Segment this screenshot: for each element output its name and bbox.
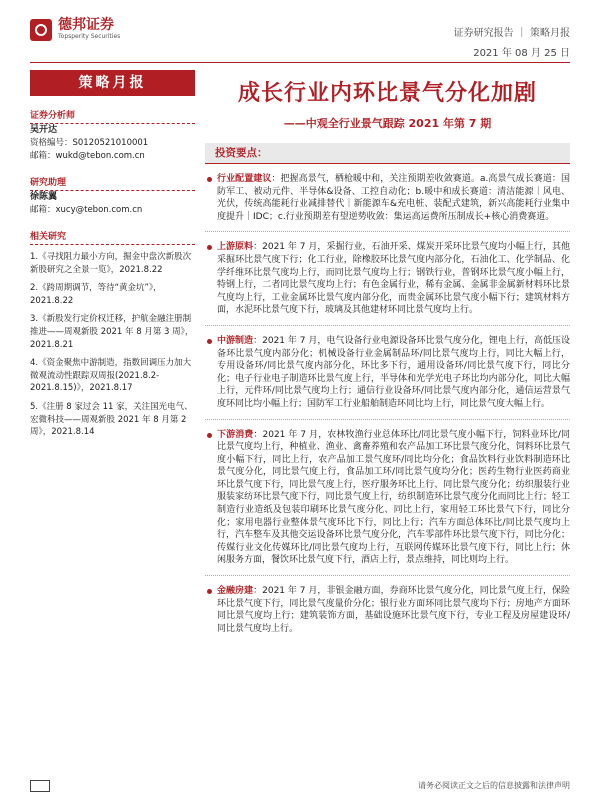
analyst-email[interactable]: 邮箱：wukd@tebon.com.cn xyxy=(30,151,145,161)
related-research-title: 相关研究 xyxy=(30,229,195,245)
report-date: 2021 年 08 月 25 日 xyxy=(473,48,570,59)
related-research-item[interactable]: 4.《资金聚焦中游制造，指数回调压力加大微观流动性跟踪双周报(2021.8.2-2021.8.15)》，2021.8.17 xyxy=(30,358,192,394)
report-title: 成长行业内环比景气分化加剧 xyxy=(237,81,537,106)
report-type: 证券研究报告 ｜ 策略月报 xyxy=(453,28,570,39)
bullet-heading: 行业配置建议 xyxy=(217,174,272,184)
header-divider xyxy=(30,62,570,63)
analyst-name: 吴开达 xyxy=(30,125,58,135)
logo-mark-icon xyxy=(30,19,52,41)
sidebar xyxy=(30,70,195,439)
page-footer xyxy=(30,780,570,794)
summary-bullet-finance-real-estate xyxy=(205,585,570,635)
summary-bullet-allocation xyxy=(205,173,570,223)
related-research-item[interactable]: 3.《新股发行定价权迁移，护航金融注册制推进——周观新股 2021 年 8 月第 3 周》，2021.8.21 xyxy=(30,314,194,350)
related-research-item[interactable]: 2.《跨周期调节，等待“黄金坑”》，2021.8.22 xyxy=(30,283,162,306)
assistant-email[interactable]: 邮箱：xucy@tebon.com.cn xyxy=(30,205,143,215)
related-research-item[interactable]: 1.《寻找阻力最小方向，掘金中盘次新股次新股研究之全景一览》，2021.8.22 xyxy=(30,252,192,275)
bullet-heading: 上游原料 xyxy=(217,242,254,253)
summary-bullet-downstream xyxy=(205,429,570,568)
logo-chinese-name: 德邦证券 xyxy=(58,17,114,33)
bullet-text: ：2021 年 7 月，采掘行业，石油开采、煤炭开采环比景气度均小幅上行，其他采掘环比景气度下行；化工行业，除橡胶环比景气度内部分化，石油化工、化学制品、化学纤维环比景气度均上行，而同比景气度均上行；钢铁行业，普钢环比景气度小幅上行，特钢上行，二者同比景气度均上行；有色金属行业，稀有金属、金属非金属新材料环比景气度均上行，工业金属环比景气度内部分化，而贵金属环比景气度小幅下行；建筑材料方面，水泥环比景气度下行，玻璃及其他建材环同比景气度均上行。 xyxy=(217,242,570,316)
section-divider xyxy=(205,575,570,576)
company-logo xyxy=(30,18,120,41)
bullet-heading: 下游消费 xyxy=(217,429,254,440)
investment-summary-header: 投资要点： xyxy=(205,143,570,164)
qr-code-icon xyxy=(30,780,50,792)
bullet-text: ：2021 年 7 月，非银金融方面，券商环比景气度分化，同比景气度上行，保险环比景气度下行，同比景气度量价分化；银行业方面环同比景气度均下行；房地产方面环同比景气度均上行；建筑装饰方面，基础设施环比景气度下行，专业工程及房屋建设环/同比景气度均上行。 xyxy=(217,586,570,634)
bullet-heading: 中游制造 xyxy=(217,335,254,346)
report-category-banner: 策略月报 xyxy=(30,70,195,96)
related-research-item[interactable]: 5.《注册 8 家过会 11 家，关注国光电气、宏微科技——周观新股 2021 年 8 月第 2 周》，2021.8.14 xyxy=(30,401,193,438)
analyst-certificate: 资格编号：S0120521010001 xyxy=(30,138,149,148)
report-subtitle: ——中观全行业景气跟踪 2021 年第 7 期 xyxy=(283,117,492,130)
summary-bullet-upstream xyxy=(205,241,570,317)
legal-disclaimer: 请务必阅读正文之后的信息披露和法律声明 xyxy=(418,781,570,790)
summary-bullet-midstream xyxy=(205,335,570,411)
section-divider xyxy=(205,325,570,326)
bullet-text: ：2021 年 7 月，电气设备行业电源设备环比景气度分化，锂电上行，高低压设备环比景气度内部分化；机械设备行业金属制品环/同比景气度均上行，同比大幅上行，专用设备环/同比景气度内部分化，环比多下行，通用设备环/同比景气度下行，同比分化；电子行业电子制造环比景气度上行，半导体和光学光电子环比均内部分化，同比大幅上行，元件环/同比景气度均上行；通信行业设备环/同比景气度内部分化，通信运营景气度环同比均小幅上行；国防军工行业船舶制造环同比均上行，同比景气度大幅上行。 xyxy=(217,335,570,409)
bullet-text: ：把握高景气，栖枪暖中和，关注预期差收敛赛道。a.高景气成长赛道：国防军工、被动元件、半导体&设备、工控自动化；b.暖中和成长赛道：清洁能源｜风电、光伏，传统高能耗行业减排替代｜新能源车&充电桩、装配式建筑，新兴高能耗行业集中度提升｜IDC；c.行业预期差有望逆势收敛：集运高运费所压制成长+核心消费赛道。 xyxy=(217,174,570,222)
bullet-text: ：2021 年 7 月，农林牧渔行业总体环比/同比景气度小幅下行，饲料业环比/同比景气度均上行，种植业、渔业、禽畜养殖和农产品加工环比景气度分化，饲料环比景气度小幅下行，同比上行，农产品加工景气度环/同比均分化；食品饮料行业饮料制造环比景气度分化，同比景气度上行，食品加工环/同比景气度均分化；医药生物行业医药商业环比景气度下行，同比景气度上行，医疗服务环比上行、同比景气度分化；纺织服装行业服装家纺环比景气度下行，同比景气度上行，纺织制造环比景气度分化而同比上行；轻工制造行业造纸及包装印刷环比景气度分化、同比上行，家用轻工环比景气下行，同比分化；家用电器行业整体景气度环比下行，同比上行；汽车方面总体环比/同比景气度均上行，汽车整车及其他交运设备环比景气度分化，汽车零部件环比景气度下行，同比分化；传媒行业文化传媒环比/同比景气度均上行，互联网传媒环比景气度下行，同比上行；休闲服务方面，餐饮环比景气度下行，酒店上行，景点维持，同比则均上行。 xyxy=(217,429,570,566)
bullet-heading: 金融房建 xyxy=(217,586,254,597)
section-divider xyxy=(205,231,570,232)
logo-english-name: Topsperity Securities xyxy=(58,33,121,40)
section-divider xyxy=(205,419,570,420)
analyst-section-title: 证券分析师 xyxy=(30,108,195,124)
assistant-name: 徐陈翼 xyxy=(30,192,58,202)
assistant-section-title: 研究助理 xyxy=(30,175,195,191)
main-content xyxy=(205,70,570,635)
